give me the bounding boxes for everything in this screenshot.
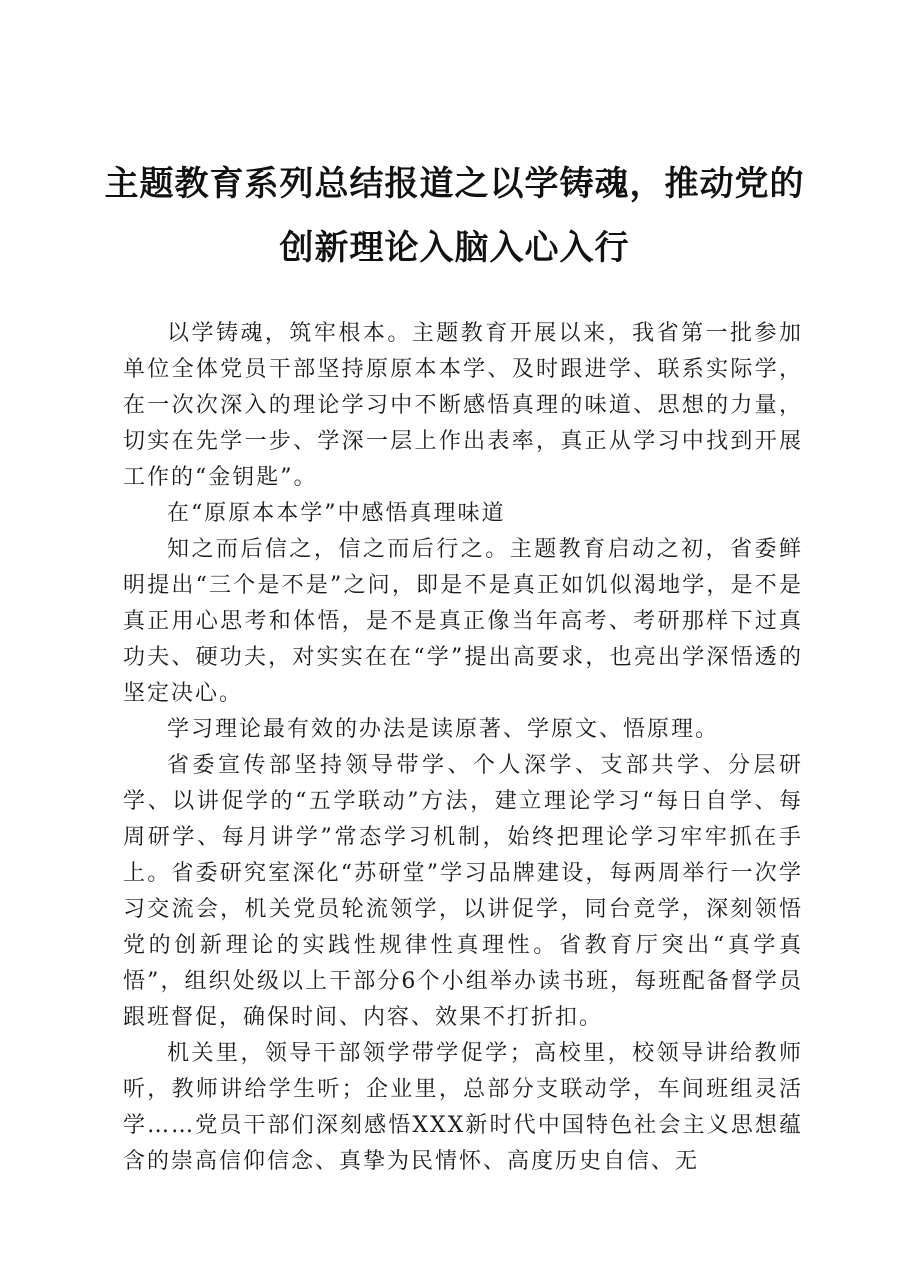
- paragraph: 知之而后信之，信之而后行之。主题教育启动之初，省委鲜明提出“三个是不是”之问，即是不是真正如饥似渴地学，是不是真正用心思考和体悟，是不是真正像当年高考、考研那样下过真功夫、硬功夫，对实实在在“学”提出高要求，也亮出学深悟透的坚定决心。: [123, 537, 803, 706]
- document-title-line-2: 创新理论入脑入心入行: [279, 228, 630, 268]
- document-title-line-1: 主题教育系列总结报道之以学铸魂，推动党的: [104, 164, 805, 204]
- paragraph-intro: 以学铸魂，筑牢根本。主题教育开展以来，我省第一批参加单位全体党员干部坚持原原本本学、及时跟进学、联系实际学，在一次次深入的理论学习中不断感悟真理的味道、思想的力量，切实在先学一步、学深一层上作出表率，真正从学习中找到开展工作的“金钥匙”。: [123, 321, 803, 490]
- paragraph: 机关里，领导干部领学带学促学；高校里，校领导讲给教师听，教师讲给学生听；企业里，总部分支联动学，车间班组灵活学……党员干部们深刻感悟XXX新时代中国特色社会主义思想蕴含的崇高信仰信念、真挚为民情怀、高度历史自信、无: [123, 1041, 803, 1174]
- document-body: [123, 316, 803, 1180]
- paragraph: 学习理论最有效的办法是读原著、学原文、悟原理。: [167, 717, 720, 742]
- section-heading: 在“原原本本学”中感悟真理味道: [167, 501, 506, 526]
- paragraph: 省委宣传部坚持领导带学、个人深学、支部共学、分层研学、以讲促学的“五学联动”方法，建立理论学习“每日自学、每周研学、每月讲学”常态学习机制，始终把理论学习牢牢抓在手上。省委研究室深化“苏研堂”学习品牌建设，每两周举行一次学习交流会，机关党员轮流领学，以讲促学，同台竞学，深刻领悟党的创新理论的实践性规律性真理性。省教育厅突出“真学真悟”，组织处级以上干部分6个小组举办读书班，每班配备督学员跟班督促，确保时间、内容、效果不打折扣。: [123, 753, 803, 1030]
